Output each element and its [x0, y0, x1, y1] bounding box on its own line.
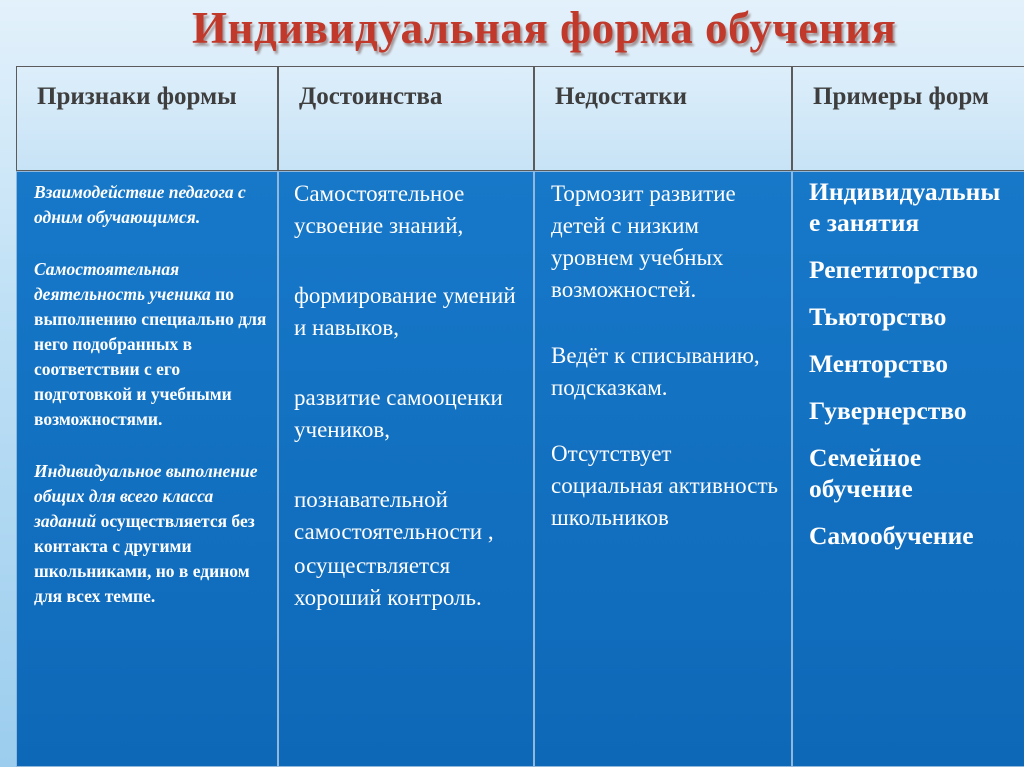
example-item: Тьюторство — [809, 302, 947, 331]
disadvantage-item: Ведёт к списыванию, подсказкам. — [551, 343, 760, 400]
feature-italic: Взаимодействие педагога с одним обучающимся. — [34, 182, 246, 227]
disadvantages-cell — [534, 171, 792, 767]
advantage-item: осуществляется хороший контроль. — [294, 553, 482, 610]
disadvantage-item: Тормозит развитие детей с низким уровнем учебных возможностей. — [551, 181, 736, 302]
feature-item — [34, 180, 269, 230]
example-item: Репетиторство — [809, 255, 979, 284]
feature-item — [34, 459, 269, 609]
example-item: Гувернерство — [809, 396, 967, 425]
advantage-item: развитие самооценки учеников, — [294, 385, 503, 442]
example-item: Семейное обучение — [809, 443, 922, 503]
header-features: Признаки формы — [16, 66, 278, 171]
advantage-item: формирование умений и навыков, — [294, 283, 516, 340]
example-item: Индивидуальны е занятия — [809, 177, 1001, 237]
examples-cell — [792, 171, 1024, 767]
example-item: Самообучение — [809, 521, 974, 550]
feature-italic: Самостоятельная деятельность ученика — [34, 259, 216, 304]
header-advantages: Достоинства — [278, 66, 534, 171]
feature-italic: Индивидуальное выполнение общих для всего класса заданий — [34, 461, 258, 531]
slide-title: Индивидуальная форма обучения — [192, 3, 897, 53]
features-cell — [16, 171, 278, 767]
advantage-item: познавательной самостоятельности , — [294, 487, 494, 544]
advantages-cell — [278, 171, 534, 767]
feature-regular: осуществляется без контакта с другими школьниками, но в едином для всех темпе. — [34, 511, 255, 606]
header-examples: Примеры форм — [792, 66, 1024, 171]
header-disadvantages: Недостатки — [534, 66, 792, 171]
disadvantage-item: Отсутствует социальная активность школьников — [551, 441, 778, 530]
advantage-item: Самостоятельное усвоение знаний, — [294, 181, 465, 238]
feature-item — [34, 257, 269, 432]
example-item: Менторство — [809, 349, 949, 378]
feature-regular: по выполнению специально для него подобранных в соответствии с его подготовкой и учебными возможностями. — [34, 284, 267, 429]
comparison-table — [16, 66, 1024, 767]
